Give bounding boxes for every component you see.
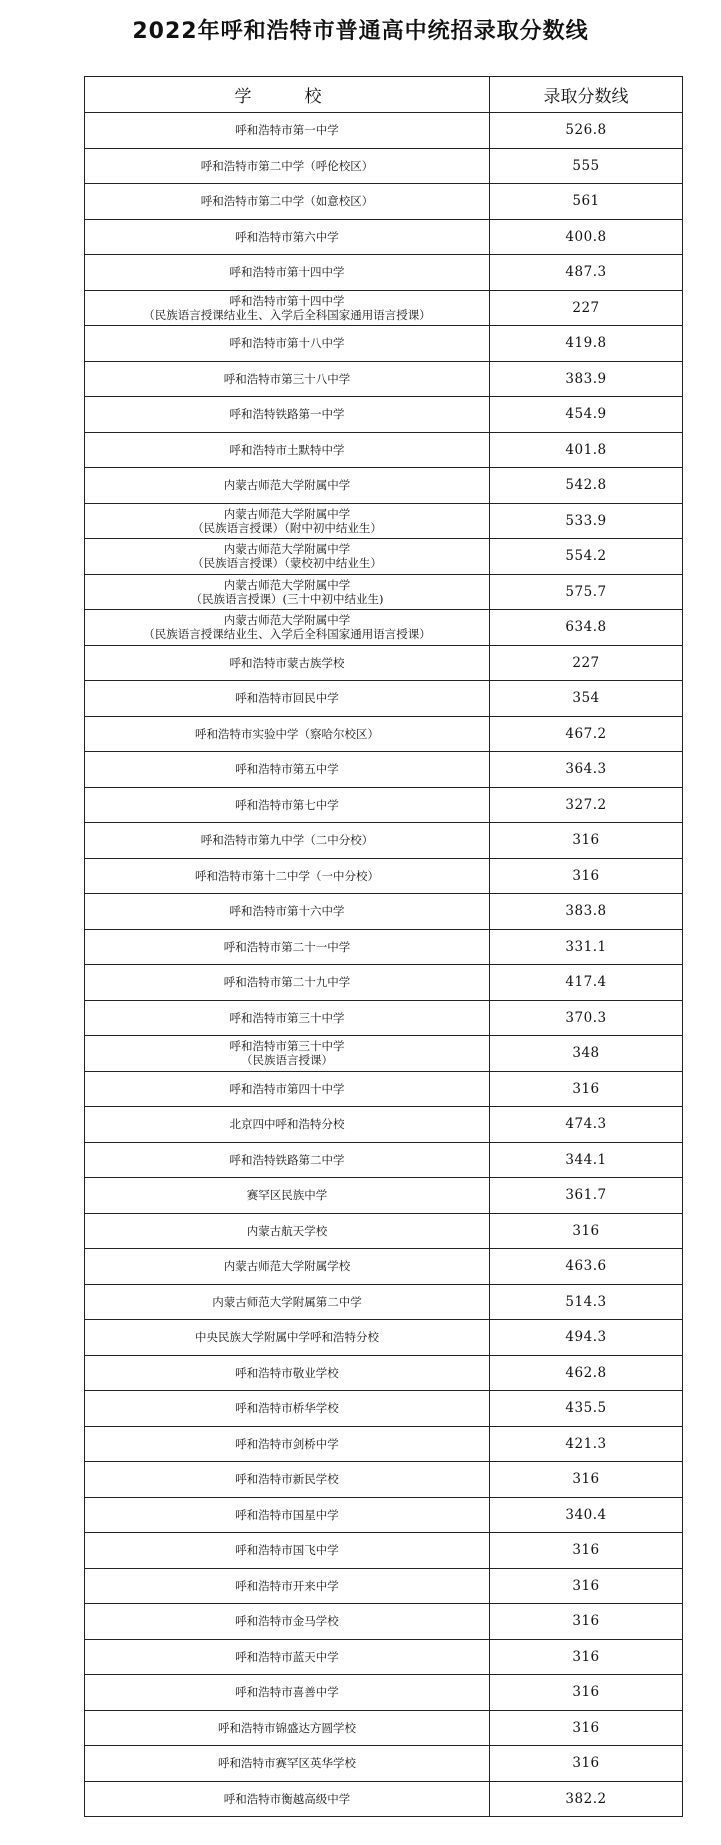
school-name: 呼和浩特市喜善中学 [235, 1685, 339, 1700]
table-row [85, 1249, 683, 1285]
school-name: 呼和浩特市第二十九中学 [223, 975, 351, 990]
school-name-cell [85, 1497, 490, 1533]
score-cell: 383.8 [490, 894, 683, 930]
table-row [85, 858, 683, 894]
school-name-cell [85, 574, 490, 610]
school-name: 呼和浩特市土默特中学 [229, 442, 345, 457]
school-name-cell [85, 1675, 490, 1711]
school-name-cell [85, 1071, 490, 1107]
table-row [85, 1462, 683, 1498]
table-row [85, 326, 683, 362]
school-name-cell [85, 787, 490, 823]
school-name: 呼和浩特市第五中学 [235, 762, 339, 777]
score-cell: 348 [490, 1036, 683, 1072]
school-name-cell [85, 468, 490, 504]
school-name-cell [85, 255, 490, 291]
table-row [85, 574, 683, 610]
school-name-cell [85, 645, 490, 681]
school-name: 呼和浩特市新民学校 [235, 1472, 339, 1487]
school-name-cell [85, 1746, 490, 1782]
table-header-row [85, 77, 683, 113]
table-row [85, 148, 683, 184]
score-cell: 327.2 [490, 787, 683, 823]
score-cell: 634.8 [490, 610, 683, 646]
school-name-cell [85, 184, 490, 220]
school-name: 呼和浩特市第十八中学 [229, 336, 345, 351]
school-name: 呼和浩特市衡越高级中学 [223, 1791, 351, 1806]
school-name-cell [85, 1426, 490, 1462]
school-name-cell [85, 290, 490, 326]
school-name: 内蒙古师范大学附属中学 [223, 506, 351, 521]
school-note: （民族语言授课结业生、入学后全科国家通用语言授课） [143, 627, 431, 642]
school-name-cell [85, 1249, 490, 1285]
school-name: 呼和浩特市第九中学（二中分校） [200, 833, 374, 848]
admission-score-table [84, 76, 683, 1817]
school-name-cell [85, 1781, 490, 1817]
school-name-cell [85, 681, 490, 717]
table-row [85, 255, 683, 291]
school-name: 呼和浩特市剑桥中学 [235, 1436, 339, 1451]
school-name: 内蒙古师范大学附属中学 [223, 613, 351, 628]
school-name: 呼和浩特市第十二中学（一中分校） [195, 868, 379, 883]
school-name: 北京四中呼和浩特分校 [229, 1117, 345, 1132]
score-cell: 514.3 [490, 1284, 683, 1320]
school-name: 呼和浩特市第四十中学 [229, 1081, 345, 1096]
school-name-cell [85, 1639, 490, 1675]
school-name: 内蒙古师范大学附属学校 [223, 1259, 351, 1274]
table-row [85, 468, 683, 504]
table-row [85, 1000, 683, 1036]
school-name: 呼和浩特市敬业学校 [235, 1365, 339, 1380]
score-cell: 533.9 [490, 503, 683, 539]
school-name-cell [85, 539, 490, 575]
school-name-cell [85, 752, 490, 788]
school-name: 呼和浩特市国飞中学 [235, 1543, 339, 1558]
school-name: 呼和浩特市第十六中学 [229, 904, 345, 919]
school-name: 呼和浩特市金马学校 [235, 1614, 339, 1629]
school-name-cell [85, 610, 490, 646]
table-row [85, 894, 683, 930]
school-name: 赛罕区民族中学 [246, 1188, 328, 1203]
school-note: （民族语言授课）(三十中初中结业生) [190, 591, 384, 606]
score-cell: 401.8 [490, 432, 683, 468]
score-cell: 316 [490, 1071, 683, 1107]
school-name-cell [85, 326, 490, 362]
table-row [85, 539, 683, 575]
school-name-cell [85, 1213, 490, 1249]
school-name: 呼和浩特铁路第一中学 [229, 407, 345, 422]
school-name-cell [85, 1568, 490, 1604]
score-cell: 344.1 [490, 1142, 683, 1178]
school-name: 内蒙古师范大学附属第二中学 [212, 1294, 362, 1309]
score-cell: 364.3 [490, 752, 683, 788]
score-cell: 354 [490, 681, 683, 717]
table-row [85, 645, 683, 681]
score-cell: 487.3 [490, 255, 683, 291]
school-name-cell [85, 361, 490, 397]
school-name-cell [85, 1462, 490, 1498]
score-cell: 316 [490, 1675, 683, 1711]
school-name-cell [85, 1284, 490, 1320]
school-name: 内蒙古航天学校 [246, 1223, 328, 1238]
table-row [85, 1426, 683, 1462]
page-title: 2022年呼和浩特市普通高中统招录取分数线 [132, 19, 589, 44]
school-name-cell [85, 1178, 490, 1214]
school-name: 呼和浩特铁路第二中学 [229, 1152, 345, 1167]
table-row [85, 290, 683, 326]
score-cell: 316 [490, 1746, 683, 1782]
school-name: 呼和浩特市第一中学 [235, 123, 339, 138]
school-name: 呼和浩特市第二中学（如意校区） [200, 194, 374, 209]
school-name-cell [85, 1036, 490, 1072]
table-row [85, 184, 683, 220]
score-cell: 316 [490, 1462, 683, 1498]
score-cell: 382.2 [490, 1781, 683, 1817]
table-row [85, 1781, 683, 1817]
table-row [85, 1497, 683, 1533]
header-score: 录取分数线 [490, 77, 683, 113]
score-cell: 316 [490, 1213, 683, 1249]
score-cell: 561 [490, 184, 683, 220]
school-name-cell [85, 1320, 490, 1356]
school-name-cell [85, 1533, 490, 1569]
school-name: 呼和浩特市第二十一中学 [223, 939, 351, 954]
table-row [85, 219, 683, 255]
school-name: 呼和浩特市实验中学（察哈尔校区） [195, 726, 379, 741]
school-name: 中央民族大学附属中学呼和浩特分校 [195, 1330, 379, 1345]
table-row [85, 1284, 683, 1320]
school-note: （民族语言授课）（蒙校初中结业生） [192, 556, 382, 571]
school-name-cell [85, 503, 490, 539]
score-cell: 383.9 [490, 361, 683, 397]
school-name: 呼和浩特市锦盛达方圆学校 [218, 1720, 356, 1735]
score-cell: 435.5 [490, 1391, 683, 1427]
score-cell: 316 [490, 1533, 683, 1569]
table-row [85, 681, 683, 717]
table-row [85, 503, 683, 539]
score-cell: 454.9 [490, 397, 683, 433]
school-name-cell [85, 1355, 490, 1391]
table-row [85, 1604, 683, 1640]
score-cell: 316 [490, 1710, 683, 1746]
table-row [85, 432, 683, 468]
school-name-cell [85, 716, 490, 752]
school-name-cell [85, 929, 490, 965]
school-note: （民族语言授课）（附中初中结业生） [192, 520, 382, 535]
table-row [85, 1320, 683, 1356]
school-name-cell [85, 1391, 490, 1427]
school-name: 呼和浩特市第三十中学 [229, 1039, 345, 1054]
school-name: 呼和浩特市回民中学 [235, 691, 339, 706]
school-name: 呼和浩特市赛罕区英华学校 [218, 1756, 356, 1771]
table-row [85, 1355, 683, 1391]
table-row [85, 716, 683, 752]
table-row [85, 823, 683, 859]
score-cell: 526.8 [490, 113, 683, 149]
school-name-cell [85, 894, 490, 930]
school-name-cell [85, 858, 490, 894]
school-note: （民族语言授课结业生、入学后全科国家通用语言授课） [143, 307, 431, 322]
school-name-cell [85, 965, 490, 1001]
table-row [85, 397, 683, 433]
school-name: 呼和浩特市第二中学（呼伦校区） [200, 158, 374, 173]
school-name: 内蒙古师范大学附属中学 [223, 542, 351, 557]
school-name: 呼和浩特市第三十中学 [229, 1010, 345, 1025]
table-row [85, 1142, 683, 1178]
score-cell: 421.3 [490, 1426, 683, 1462]
school-name: 呼和浩特市国星中学 [235, 1507, 339, 1522]
school-note: （民族语言授课） [241, 1053, 333, 1068]
school-name: 呼和浩特市第三十八中学 [223, 371, 351, 386]
table-row [85, 1213, 683, 1249]
score-cell: 227 [490, 290, 683, 326]
school-name: 呼和浩特市开来中学 [235, 1578, 339, 1593]
table-row [85, 1178, 683, 1214]
table-row [85, 113, 683, 149]
table-row [85, 1036, 683, 1072]
header-school: 学 校 [85, 77, 490, 113]
score-cell: 419.8 [490, 326, 683, 362]
school-name: 呼和浩特市蒙古族学校 [229, 655, 345, 670]
score-cell: 227 [490, 645, 683, 681]
score-cell: 463.6 [490, 1249, 683, 1285]
table-row [85, 1710, 683, 1746]
table-row [85, 1746, 683, 1782]
score-cell: 340.4 [490, 1497, 683, 1533]
school-name: 呼和浩特市第七中学 [235, 797, 339, 812]
table-row [85, 1639, 683, 1675]
school-name: 呼和浩特市蓝天中学 [235, 1649, 339, 1664]
school-name: 内蒙古师范大学附属中学 [223, 478, 351, 493]
table-row [85, 1391, 683, 1427]
table-row [85, 1071, 683, 1107]
school-name: 呼和浩特市第六中学 [235, 229, 339, 244]
table-row [85, 752, 683, 788]
score-cell: 555 [490, 148, 683, 184]
table-row [85, 965, 683, 1001]
school-name: 呼和浩特市桥华学校 [235, 1401, 339, 1416]
table-row [85, 610, 683, 646]
score-cell: 462.8 [490, 1355, 683, 1391]
score-cell: 316 [490, 1639, 683, 1675]
score-cell: 370.3 [490, 1000, 683, 1036]
school-name-cell [85, 432, 490, 468]
table-row [85, 787, 683, 823]
table-row [85, 1675, 683, 1711]
school-name-cell [85, 113, 490, 149]
table-row [85, 929, 683, 965]
score-cell: 331.1 [490, 929, 683, 965]
score-cell: 494.3 [490, 1320, 683, 1356]
school-name-cell [85, 823, 490, 859]
score-cell: 316 [490, 1568, 683, 1604]
school-name-cell [85, 1107, 490, 1143]
score-cell: 316 [490, 823, 683, 859]
school-name: 呼和浩特市第十四中学 [229, 293, 345, 308]
score-cell: 316 [490, 858, 683, 894]
score-cell: 316 [490, 1604, 683, 1640]
school-name: 内蒙古师范大学附属中学 [223, 577, 351, 592]
school-name-cell [85, 397, 490, 433]
table-row [85, 361, 683, 397]
score-cell: 361.7 [490, 1178, 683, 1214]
school-name-cell [85, 219, 490, 255]
score-cell: 417.4 [490, 965, 683, 1001]
score-cell: 400.8 [490, 219, 683, 255]
table-row [85, 1107, 683, 1143]
school-name-cell [85, 1142, 490, 1178]
score-cell: 467.2 [490, 716, 683, 752]
score-cell: 554.2 [490, 539, 683, 575]
score-cell: 575.7 [490, 574, 683, 610]
school-name-cell [85, 1000, 490, 1036]
school-name-cell [85, 1710, 490, 1746]
table-row [85, 1568, 683, 1604]
table-row [85, 1533, 683, 1569]
score-cell: 542.8 [490, 468, 683, 504]
school-name-cell [85, 1604, 490, 1640]
score-cell: 474.3 [490, 1107, 683, 1143]
school-name-cell [85, 148, 490, 184]
school-name: 呼和浩特市第十四中学 [229, 265, 345, 280]
